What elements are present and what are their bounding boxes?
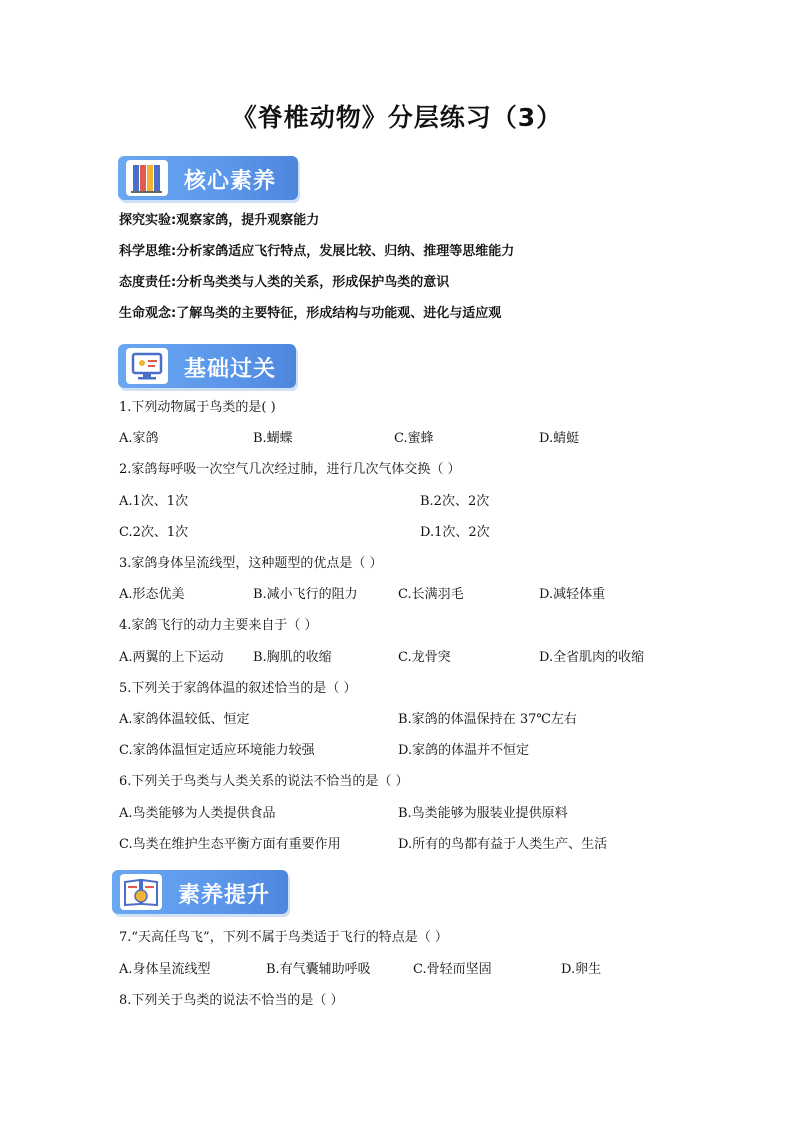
question-stem: 7.“天高任鸟飞”，下列不属于鸟类适于飞行的特点是（ ）	[119, 930, 448, 945]
option: A.1次、1次	[119, 494, 189, 509]
option: A.家鸽	[119, 431, 159, 446]
option: A.形态优美	[119, 587, 185, 602]
option: B.2次、2次	[420, 494, 490, 509]
option: D.1次、2次	[420, 525, 490, 540]
option: B.减小飞行的阻力	[253, 587, 358, 602]
core-item: 科学思维:分析家鸽适应飞行特点，发展比较、归纳、推理等思维能力	[119, 244, 515, 259]
core-item: 生命观念:了解鸟类的主要特征，形成结构与功能观、进化与适应观	[119, 306, 502, 321]
section-label-improve: 素养提升	[178, 883, 271, 908]
option: C.家鸽体温恒定适应环境能力较强	[119, 743, 315, 758]
option: A.两翼的上下运动	[119, 650, 224, 665]
question-stem: 4.家鸽飞行的动力主要来自于（ ）	[119, 618, 318, 633]
option: D.蜻蜓	[539, 431, 580, 446]
option: A.身体呈流线型	[119, 962, 211, 977]
option: B.有气囊辅助呼吸	[266, 962, 371, 977]
question-stem: 2.家鸽每呼吸一次空气几次经过肺，进行几次气体交换（ ）	[119, 462, 461, 477]
book-icon	[120, 874, 162, 910]
option: C.鸟类在维护生态平衡方面有重要作用	[119, 837, 341, 852]
core-item: 探究实验:观察家鸽，提升观察能力	[119, 213, 320, 228]
books-icon	[126, 160, 168, 196]
option: C.骨轻而坚固	[413, 962, 492, 977]
option: B.鸟类能够为服装业提供原料	[398, 806, 568, 821]
option: A.家鸽体温较低、恒定	[119, 712, 250, 727]
core-item: 态度责任:分析鸟类类与人类的关系，形成保护鸟类的意识	[119, 275, 450, 290]
question-stem: 8.下列关于鸟类的说法不恰当的是（ ）	[119, 993, 344, 1008]
section-banner-basic	[118, 344, 296, 388]
option: A.鸟类能够为人类提供食品	[119, 806, 276, 821]
page-title: 《脊椎动物》分层练习（3）	[231, 103, 563, 132]
question-stem: 6.下列关于鸟类与人类关系的说法不恰当的是（ ）	[119, 774, 409, 789]
option: B.胸肌的收缩	[253, 650, 332, 665]
question-stem: 5.下列关于家鸽体温的叙述恰当的是（ ）	[119, 681, 357, 696]
question-stem: 3.家鸽身体呈流线型，这种题型的优点是（ ）	[119, 556, 383, 571]
option: D.全省肌肉的收缩	[539, 650, 645, 665]
option: D.卵生	[561, 962, 602, 977]
section-label-basic: 基础过关	[184, 357, 277, 382]
option: B.家鸽的体温保持在 37℃左右	[398, 712, 577, 727]
section-label-core: 核心素养	[184, 169, 277, 194]
option: C.蜜蜂	[394, 431, 434, 446]
option: D.家鸽的体温并不恒定	[398, 743, 530, 758]
section-banner-core	[118, 156, 298, 200]
option: D.所有的鸟都有益于人类生产、生活	[398, 837, 608, 852]
option: B.蝴蝶	[253, 431, 293, 446]
question-stem: 1.下列动物属于鸟类的是( )	[119, 400, 276, 415]
section-banner-improve	[112, 870, 288, 914]
monitor-icon	[126, 348, 168, 384]
option: C.龙骨突	[398, 650, 451, 665]
option: C.2次、1次	[119, 525, 189, 540]
option: C.长满羽毛	[398, 587, 464, 602]
option: D.减轻体重	[539, 587, 606, 602]
